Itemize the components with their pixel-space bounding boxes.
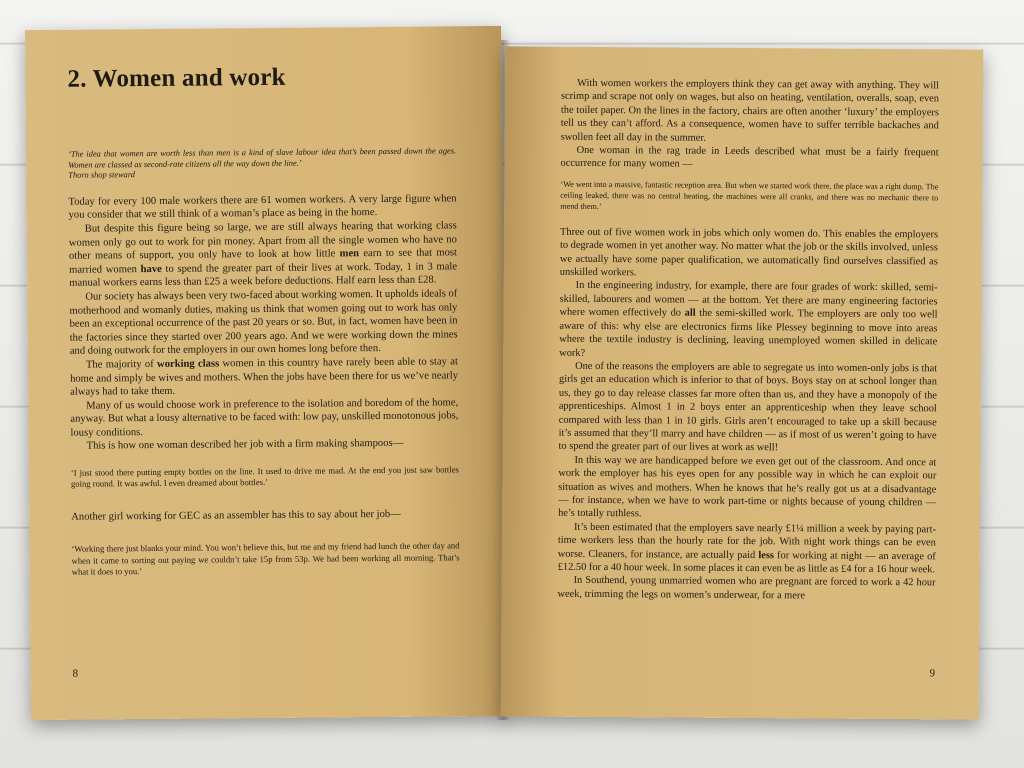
body-paragraph-r7: It’s been estimated that the employers save nearly £1¼ million a week by paying part-time workers less than the hourly rate for the job. With night work things can be even worse. Cleaners, for instance, are actually paid less for working at night — an average of £12.50 for a 40 hour week. In some places it can even be as little as £4 for a 16 hour week. [557,521,937,576]
body-paragraph-6: This is how one woman described her job with a firm making shampoos— [86,438,404,453]
body-paragraph-r2: One woman in the rag trade in Leeds described what must be a fairly frequent occurrence for many women — [560,144,939,171]
body-paragraph-r1: With women workers the employers think they can get away with anything. They will scrimp and scrape not only on wages, but also on heating, ventilation, overalls, soap, even the toilet paper. On the lines in the factory, chairs are often another ‘luxury’ the employers tell us they can’t afford. As a consequence, women have to suffer terrible backaches and swollen feet all day in the summer. [560,77,940,144]
page-number-right: 9 [929,667,936,680]
body-paragraph-r6: In this way we are handicapped before we even get out of the classroom. And once at work the employer has his eyes open for any possible way in which he can exploit our situation as wives and mothers. When he knows that he’s really got us at a disadvantage — for instance, when we have to work part-time or nights because of young children — he’s totally ruthless. [558,454,937,520]
leeds-worker-quote: ‘We went into a massive, fantastic reception area. But when we started work there, the place was a right dump. The ceiling leaked, there was no central heating, the machines were all cranks, and there was no mechanic there to mend them.’ [560,179,939,211]
body-paragraph-r8: In Southend, young unmarried women who are pregnant are forced to work a 42 hour week, trimming the legs on women’s underwear, for a mere [557,575,936,602]
shampoo-worker-quote: ‘I just stood there putting empty bottles on the line. It used to drive me mad. At the end you just saw bottles going round. It was awful. I even dreamed about bottles.’ [70,464,459,490]
body-paragraph-4: The majority of working class women in this country have rarely been able to stay at home and simply be wives and mothers. When the jobs have been there for us we’ve nearly always had to take them. [69,356,459,398]
left-page [25,26,507,720]
body-paragraph-5: Many of us would choose work in preference to the isolation and boredom of the home, anyway. But what a lousy alternative to be faced with: low pay, unskilled monotonous jobs, lousy conditions. [70,397,459,439]
body-paragraph-r4: In the engineering industry, for example, there are four grades of work: skilled, semi-skilled, labourers and women — at the bottom. Yet there are many engineering factories where women effectively do all the semi-skilled work. The employers are only too well aware of this: why else are electronics firms like Plessey beginning to move into areas where the textile industry is declining, leaving unemployed women skilled in delicate work? [559,280,938,359]
epigraph-attribution: Thorn shop steward [68,170,136,180]
body-paragraph-r5: One of the reasons the employers are able to segregate us into women-only jobs is that girls get an education which is inferior to that of boys. Boys stay on at school longer than us, they go to day release classes far more often than us, and they have a monopoly of the apprenticeships. Almost 1 in 2 boys enter an apprenticeship when they leave school compared with less than 1 in 10 girls. Girls aren’t encouraged to take up a skill because it’s assumed that they’ll marry and have children — as if most of us weren’t going to have to spend the greater part of our lives at work as well! [558,360,938,454]
body-paragraph-2: But despite this figure being so large, we are still always hearing that working class women only go out to work for pin money. Apart from all the single women who have no other means of support, you only have to look at how little men earn to see that most married women have to spend the greater part of their lives at work. Today, 1 in 3 male manual workers earns less than £25 a week before deductions. Half earn less than £28. [68,220,458,290]
gec-worker-quote: ‘Working there just blanks your mind. You won’t believe this, but me and my friend had lunch the other day and when it came to sorting out paying we couldn’t take 15p from 53p. We had been working all morning. That’s what it does to you.’ [71,540,460,577]
body-paragraph-1: Today for every 100 male workers there are 61 women workers. A very large figure when you consider that we still think of a woman’s place as being in the home. [68,193,457,222]
right-page [501,46,984,719]
body-paragraph-3: Our society has always been very two-faced about working women. It upholds ideals of motherhood and womanly duties, making us think that women going out to work has only been an exceptional occurrence of the past 20 years or so. But, in fact, women have been in the factories since they started over 200 years ago. And we were working down the mines and doing outwork for the employers in our own homes long before then. [69,288,458,358]
body-paragraph-r3: Three out of five women work in jobs which only women do. This enables the employers to degrade women in yet another way. No matter what the job or the skills involved, unless we actually have some paper qualification, we automatically find ourselves classified as unskilled workers. [559,226,939,279]
epigraph-quote: ‘The idea that women are worth less than men is a kind of slave labour idea that’s been passed down the ages. Women are classed as second-rate citizens all the way down the line.’ [68,146,457,170]
body-paragraph-gec: Another girl working for GEC as an assembler has this to say about her job— [71,508,401,523]
chapter-title: 2. Women and work [67,63,286,93]
page-number-left: 8 [72,667,79,680]
